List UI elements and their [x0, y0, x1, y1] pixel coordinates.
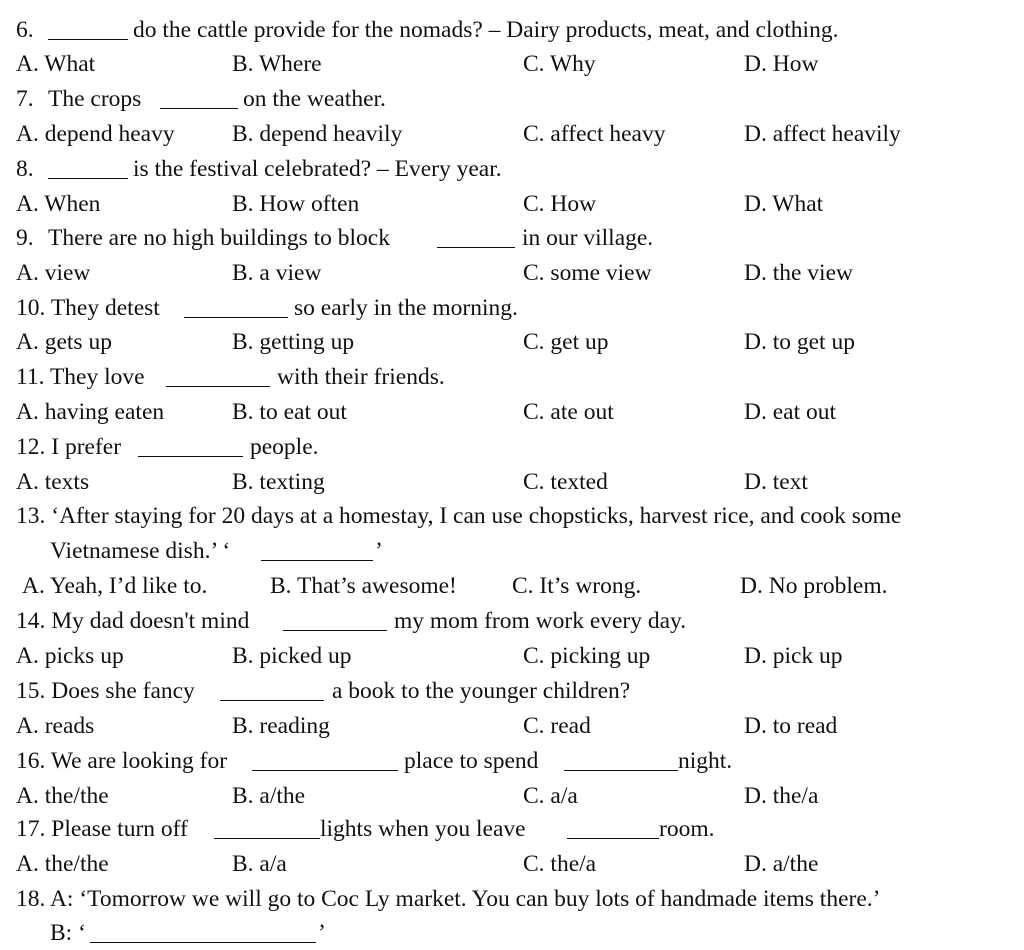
question-text: There are no high buildings to block — [48, 225, 390, 251]
options-14 — [0, 639, 1024, 673]
option-d: D. affect heavily — [744, 121, 901, 147]
question-14 — [0, 604, 1024, 638]
answer-blank — [567, 818, 659, 839]
option-b: B. depend heavily — [232, 121, 403, 147]
answer-blank — [564, 750, 678, 771]
option-b: B. How often — [232, 191, 360, 217]
closing-quote: ’ — [375, 538, 383, 564]
answer-blank — [160, 88, 238, 109]
option-b: B. reading — [232, 713, 330, 739]
answer-blank — [48, 158, 128, 179]
question-text: with their friends. — [277, 364, 445, 390]
question-text: a book to the younger children? — [332, 678, 631, 704]
option-c: C. affect heavy — [523, 121, 666, 147]
question-number: 7. — [16, 86, 34, 112]
question-text: The crops — [48, 86, 142, 112]
question-text: on the weather. — [243, 86, 386, 112]
question-13 — [0, 499, 1024, 533]
option-c: C. Why — [523, 51, 596, 77]
answer-blank — [184, 297, 288, 318]
question-number: 6. — [16, 17, 34, 43]
question-10 — [0, 291, 1024, 325]
option-d: D. text — [744, 469, 808, 495]
options-9 — [0, 256, 1024, 290]
options-8 — [0, 187, 1024, 221]
option-b: B. Where — [232, 51, 322, 77]
option-d: D. pick up — [744, 643, 843, 669]
option-a: A. texts — [16, 469, 90, 495]
question-16 — [0, 744, 1024, 778]
question-15 — [0, 674, 1024, 708]
option-b: B. a/the — [232, 783, 306, 809]
option-a: A. gets up — [16, 329, 112, 355]
answer-blank — [166, 366, 270, 387]
option-d: D. eat out — [744, 399, 837, 425]
answer-blank — [261, 540, 373, 561]
question-text: people. — [250, 434, 319, 460]
option-b: B. a view — [232, 260, 322, 286]
answer-blank — [283, 610, 387, 631]
question-text: do the cattle provide for the nomads? – Dairy products, meat, and clothing. — [133, 17, 839, 43]
answer-blank — [48, 19, 128, 40]
question-text: Vietnamese dish.’ ‘ — [50, 538, 231, 564]
option-a: A. the/the — [16, 851, 109, 877]
question-11 — [0, 360, 1024, 394]
option-c: C. get up — [523, 329, 609, 355]
question-12 — [0, 430, 1024, 464]
option-c: C. the/a — [523, 851, 597, 877]
option-c: C. a/a — [523, 783, 578, 809]
question-number: 9. — [16, 225, 34, 251]
question-text: 15. Does she fancy — [16, 678, 195, 704]
option-b: B. picked up — [232, 643, 352, 669]
question-text: is the festival celebrated? – Every year. — [133, 156, 502, 182]
answer-blank — [214, 818, 320, 839]
answer-blank — [252, 750, 398, 771]
option-a: A. depend heavy — [16, 121, 175, 147]
question-text: 17. Please turn off — [16, 816, 188, 842]
option-c: C. read — [523, 713, 591, 739]
options-17 — [0, 847, 1024, 881]
options-6 — [0, 47, 1024, 81]
option-d: D. to get up — [744, 329, 855, 355]
question-text: 13. ‘After staying for 20 days at a homestay, I can use chopsticks, harvest rice, and cook some — [16, 503, 902, 529]
options-10 — [0, 325, 1024, 359]
question-text: 14. My dad doesn't mind — [16, 608, 250, 634]
question-text: 16. We are looking for — [16, 748, 228, 774]
option-c: C. some view — [523, 260, 652, 286]
option-a: A. picks up — [16, 643, 124, 669]
options-7 — [0, 117, 1024, 151]
question-text: 11. They love — [16, 364, 145, 390]
option-b: B. to eat out — [232, 399, 347, 425]
question-7 — [0, 82, 1024, 116]
option-c: C. It’s wrong. — [512, 573, 642, 599]
question-text: lights when you leave — [320, 816, 526, 842]
question-18 — [0, 882, 1024, 916]
question-text: room. — [659, 816, 715, 842]
answer-blank — [220, 680, 324, 701]
option-d: D. the/a — [744, 783, 819, 809]
question-text: in our village. — [522, 225, 654, 251]
question-text: 12. I prefer — [16, 434, 122, 460]
option-a: A. view — [16, 260, 91, 286]
option-b: B. a/a — [232, 851, 287, 877]
question-8 — [0, 152, 1024, 186]
closing-quote: ’ — [318, 920, 326, 946]
question-text: place to spend — [404, 748, 539, 774]
option-a: A. reads — [16, 713, 95, 739]
question-text: night. — [678, 748, 733, 774]
options-11 — [0, 395, 1024, 429]
question-18-continued — [0, 916, 1024, 950]
question-6 — [0, 13, 1024, 47]
option-c: C. picking up — [523, 643, 651, 669]
option-a: A. What — [16, 51, 96, 77]
answer-blank — [437, 227, 515, 248]
question-text: 18. A: ‘Tomorrow we will go to Coc Ly market. You can buy lots of handmade items there.’ — [16, 886, 881, 912]
option-d: D. How — [744, 51, 819, 77]
options-15 — [0, 709, 1024, 743]
option-d: D. the view — [744, 260, 853, 286]
option-b: B. getting up — [232, 329, 355, 355]
option-a: A. having eaten — [16, 399, 165, 425]
option-d: D. a/the — [744, 851, 819, 877]
option-d: D. No problem. — [740, 573, 888, 599]
option-a: A. When — [16, 191, 101, 217]
option-d: D. What — [744, 191, 824, 217]
option-a: A. Yeah, I’d like to. — [22, 573, 208, 599]
options-12 — [0, 465, 1024, 499]
option-d: D. to read — [744, 713, 838, 739]
speaker-b: B: ‘ — [50, 920, 86, 946]
question-text: so early in the morning. — [294, 295, 518, 321]
answer-blank — [138, 436, 243, 457]
option-c: C. texted — [523, 469, 608, 495]
options-16 — [0, 779, 1024, 813]
option-a: A. the/the — [16, 783, 109, 809]
question-text: my mom from work every day. — [394, 608, 687, 634]
question-9 — [0, 221, 1024, 255]
option-b: B. texting — [232, 469, 325, 495]
question-13-continued — [0, 534, 1024, 568]
question-text: 10. They detest — [16, 295, 160, 321]
question-17 — [0, 812, 1024, 846]
option-c: C. ate out — [523, 399, 614, 425]
options-13 — [0, 569, 1024, 603]
option-c: C. How — [523, 191, 597, 217]
option-b: B. That’s awesome! — [270, 573, 457, 599]
question-number: 8. — [16, 156, 34, 182]
